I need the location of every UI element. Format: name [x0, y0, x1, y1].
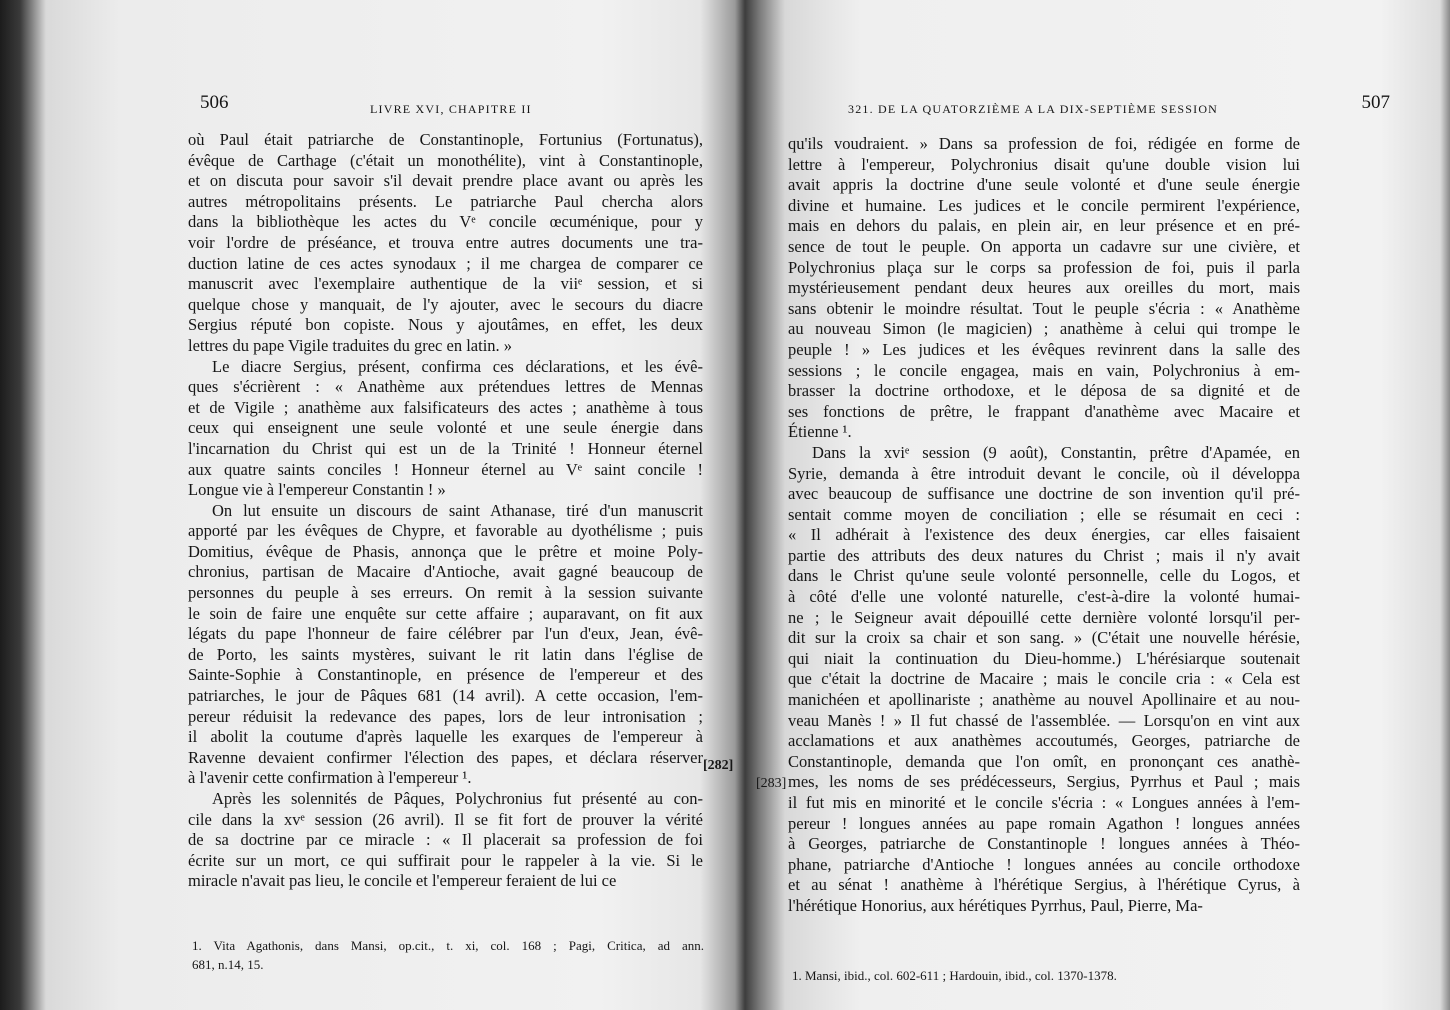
- text-line: où Paul était patriarche de Constantinople, Fortunius (Fortunatus),: [188, 130, 703, 149]
- margin-marker-left: [282]: [703, 758, 734, 773]
- right-footnotes: [792, 966, 1302, 985]
- footnote-line: 681, n.14, 15.: [192, 957, 264, 972]
- footnote-line: 1. Mansi, ibid., col. 602-611 ; Hardouin, ibid., col. 1370-1378.: [792, 968, 1117, 983]
- text-line: sentait comme moyen de conciliation ; elle se résumait en ceci :: [788, 504, 1300, 524]
- left-page-number: 506: [200, 92, 229, 113]
- text-line: Ravenne devaient confirmer l'élection des papes, et déclara réserver: [188, 747, 703, 767]
- left-body-text: [188, 130, 703, 892]
- text-line: apporté par les évêques de Chypre, et favorable au dyothélisme ; puis: [188, 521, 703, 541]
- text-line: miracle n'avait pas lieu, le concile et l'empereur feraient de lui ce: [188, 871, 617, 891]
- text-line: il fut mis en minorité et le concile s'écria : « Longues années à l'em-: [788, 793, 1300, 812]
- text-line: Étienne ¹.: [788, 422, 852, 442]
- text-line: mes, les noms de ses prédécesseurs, Sergius, Pyrrhus et Paul ; mais: [788, 772, 1300, 792]
- footnote-line: 1. Vita Agathonis, dans Mansi, op.cit., t. xi, col. 168 ; Pagi, Critica, ad ann.: [192, 938, 704, 953]
- text-line: aux quatre saints conciles ! Honneur éternel au Vᵉ saint concile !: [188, 459, 703, 479]
- text-line: le soin de faire une enquête sur cette affaire ; auparavant, on fit aux: [188, 603, 703, 623]
- text-line: manuscrit avec l'exemplaire authentique de la viiᵉ session, et si: [188, 274, 703, 294]
- text-line: à côté d'elle une volonté naturelle, c'est-à-dire la volonté humai-: [788, 587, 1300, 607]
- text-line: ne ; le Seigneur avait dépouillé cette dernière volonté lorsqu'il per-: [788, 607, 1300, 627]
- text-line: à l'avenir cette confirmation à l'empereur ¹.: [188, 768, 472, 788]
- text-line: personnes du peuple à ses erreurs. On remit à la session suivante: [188, 583, 703, 603]
- text-line: qui niait la continuation du Dieu-homme.) L'hérésiarque soutenait: [788, 648, 1300, 668]
- text-line: Longue vie à l'empereur Constantin ! »: [188, 480, 446, 500]
- text-line: patriarches, le jour de Pâques 681 (14 avril). A cette occasion, l'em-: [188, 686, 703, 706]
- margin-marker-right: [283]: [756, 776, 787, 791]
- text-line: de sa doctrine par ce miracle : « Il placerait sa profession de foi: [188, 830, 703, 850]
- text-line: dans la bibliothèque les actes du Vᵉ concile œcuménique, pour y: [188, 212, 703, 232]
- text-line: mystérieusement pendant deux heures aux oreilles du mort, mais: [788, 278, 1300, 298]
- text-line: acclamations et aux anathèmes accoutumés, Georges, patriarche de: [788, 731, 1300, 751]
- text-line: qu'ils voudraient. » Dans sa profession de foi, rédigée en forme de: [788, 134, 1300, 153]
- text-line: l'incarnation du Christ qui est un de la Trinité ! Honneur éternel: [188, 438, 703, 458]
- text-line: « Il adhérait à l'existence des deux énergies, car elles faisaient: [788, 525, 1300, 545]
- right-body-text: [788, 134, 1300, 917]
- text-line: ques s'écrièrent : « Anathème aux prétendues lettres de Mennas: [188, 377, 703, 397]
- text-line: Le diacre Sergius, présent, confirma ces déclarations, et les évê-: [212, 356, 703, 376]
- text-line: manichéen et apollinariste ; anathème au nouvel Apollinaire et au nou-: [788, 690, 1300, 710]
- text-line: sessions ; le concile engagea, mais en vain, Polychronius à em-: [788, 360, 1300, 380]
- text-line: et de Vigile ; anathème aux falsificateurs des actes ; anathème à tous: [188, 397, 703, 417]
- text-line: mais en dehors du palais, en plein air, en leur présence et en pré-: [788, 216, 1300, 236]
- text-line: voir l'ordre de préséance, et trouva entre autres documents une tra-: [188, 232, 703, 252]
- text-line: Sergius réputé bon copiste. Nous y ajoutâmes, en effet, les deux: [188, 315, 703, 335]
- text-line: sence de tout le peuple. On apporta un cadavre sur une civière, et: [788, 236, 1300, 256]
- text-line: ses fonctions de prêtre, le frappant d'anathème avec Macaire et: [788, 401, 1300, 421]
- text-line: Syrie, demanda à être introduit devant le concile, où il développa: [788, 463, 1300, 483]
- text-line: peuple ! » Les judices et les évêques revinrent dans la salle des: [788, 339, 1300, 359]
- text-line: Sainte-Sophie à Constantinople, en présence de l'empereur et des: [188, 665, 703, 685]
- left-running-title: LIVRE XVI, CHAPITRE II: [370, 102, 532, 116]
- text-line: évêque de Carthage (c'était un monothélite), vint à Constantinople,: [188, 150, 703, 170]
- text-line: que c'était la doctrine de Macaire ; mais le concile cria : « Cela est: [788, 669, 1300, 689]
- text-line: partie des attributs des deux natures du Christ ; mais il n'y avait: [788, 545, 1300, 565]
- text-line: On lut ensuite un discours de saint Athanase, tiré d'un manuscrit: [212, 500, 703, 520]
- text-line: avait appris la doctrine d'une seule volonté et d'une seule énergie: [788, 175, 1300, 195]
- text-line: Constantinople, demanda que l'on omît, en prononçant ces anathè-: [788, 751, 1300, 771]
- right-page-number: 507: [1361, 92, 1390, 113]
- text-line: au nouveau Simon (le magicien) ; anathème à celui qui trompe le: [788, 319, 1300, 339]
- text-line: sans obtenir le moindre résultat. Tout le peuple s'écria : « Anathème: [788, 298, 1300, 318]
- text-line: avec beaucoup de suffisance une doctrine de son invention qu'il pré-: [788, 484, 1300, 504]
- text-line: lettres du pape Vigile traduites du grec en latin. »: [188, 335, 513, 355]
- left-page: [40, 0, 740, 1010]
- text-line: autres métropolitains présents. Le patriarche Paul chercha alors: [188, 191, 703, 211]
- text-line: Polychronius plaça sur le corps sa profession de foi, puis il parla: [788, 257, 1300, 277]
- text-line: veau Manès ! » Il fut chassé de l'assemblée. — Lorsqu'on en vint aux: [788, 710, 1300, 730]
- text-line: divine et humaine. Les judices et le concile permirent l'expérience,: [788, 195, 1300, 215]
- text-line: écrite sur un mort, ce qui suffirait pour le rappeler à la vie. Si le: [188, 850, 703, 870]
- text-line: et au sénat ! anathème à l'hérétique Sergius, à l'hérétique Cyrus, à: [788, 875, 1300, 895]
- text-line: duction latine de ces actes synodaux ; il me chargea de comparer ce: [188, 253, 703, 273]
- text-line: ceux qui enseignent une seule volonté et une seule énergie dans: [188, 418, 703, 438]
- text-line: lettre à l'empereur, Polychronius disait qu'une double vision lui: [788, 154, 1300, 174]
- right-running-title: 321. DE LA QUATORZIÈME A LA DIX-SEPTIÈME SESSION: [848, 102, 1219, 116]
- right-page: [760, 0, 1450, 1010]
- text-line: et on discuta pour savoir s'il devait prendre place avant ou après les: [188, 171, 703, 191]
- text-line: quelque chose y manquait, de l'y ajouter, avec le secours du diacre: [188, 294, 703, 314]
- right-running-head: [760, 94, 1450, 118]
- text-line: à Georges, patriarche de Constantinople ! longues années à Théo-: [788, 834, 1300, 854]
- text-line: pereur réduisit la redevance des papes, lors de leur intronisation ;: [188, 706, 703, 726]
- text-line: chronius, partisan de Macaire d'Antioche, avait gagné beaucoup de: [188, 562, 703, 582]
- text-line: légats du pape l'honneur de faire célébrer par l'un d'eux, Jean, évê-: [188, 624, 703, 644]
- text-line: Après les solennités de Pâques, Polychronius fut présenté au con-: [212, 789, 703, 808]
- left-footnotes: [192, 936, 704, 974]
- text-line: Dans la xviᵉ session (9 août), Constantin, prêtre d'Apamée, en: [812, 442, 1300, 462]
- text-line: Domitius, évêque de Phasis, annonça que le prêtre et moine Poly-: [188, 541, 703, 561]
- text-line: il abolit la coutume d'après laquelle les exarques de l'empereur à: [188, 727, 703, 747]
- text-line: dans le Christ qu'une seule volonté personnelle, celle du Logos, et: [788, 566, 1300, 586]
- text-line: dit sur la croix sa chair et son sang. » (C'était une nouvelle hérésie,: [788, 628, 1300, 648]
- text-line: pereur ! longues années au pape romain Agathon ! longues années: [788, 813, 1300, 833]
- text-line: l'hérétique Honorius, aux hérétiques Pyrrhus, Paul, Pierre, Ma-: [788, 895, 1203, 915]
- text-line: cile dans la xvᵉ session (26 avril). Il se fit fort de prouver la vérité: [188, 809, 703, 829]
- text-line: phane, patriarche d'Antioche ! longues années au concile orthodoxe: [788, 854, 1300, 874]
- text-line: brasser la doctrine orthodoxe, et le déposa de sa dignité et de: [788, 381, 1300, 401]
- text-line: de Porto, les saints mystères, suivant le rit latin dans l'église de: [188, 644, 703, 664]
- left-running-head: [40, 94, 740, 118]
